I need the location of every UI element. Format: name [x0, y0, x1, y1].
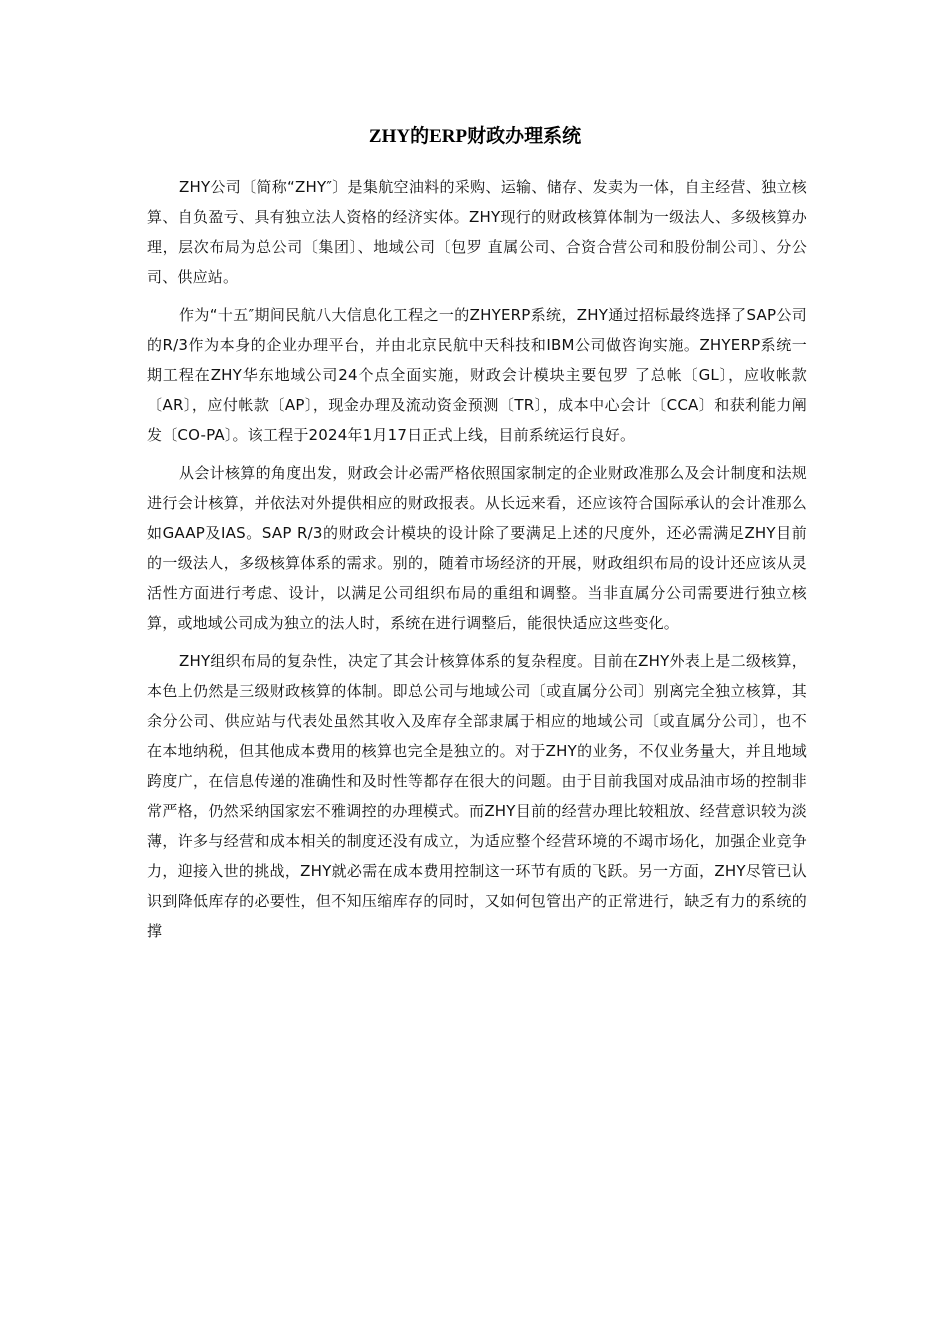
- paragraph-intro: ZHY公司〔简称“ZHY″〕是集航空油料的采购、运输、储存、发卖为一体，自主经营、独立核算、自负盈亏、具有独立法人资格的经济实体。ZHY现行的财政核算体制为一级法人、多级核算办理，层次布局为总公司〔集团〕、地域公司〔包罗 直属公司、合资合营公司和股份制公司〕、分公司、供应站。: [147, 178, 807, 286]
- paragraph-accounting-standards: 从会计核算的角度出发，财政会计必需严格依照国家制定的企业财政准那么及会计制度和法规进行会计核算，并依法对外提供相应的财政报表。从长远来看，还应该符合国际承认的会计准那么如GAAP及IAS。SAP R/3的财政会计模块的设计除了要满足上述的尺度外，还必需满足ZHY目前的一级法人，多级核算体系的需求。别的，随着市场经济的开展，财政组织布局的设计还应该从灵活性方面进行考虑、设计，以满足公司组织布局的重组和调整。当非直属分公司需要进行独立核算，或地域公司成为独立的法人时，系统在进行调整后，能很快适应这些变化。: [147, 464, 807, 632]
- paragraph-erp-project: 作为“十五″期间民航八大信息化工程之一的ZHYERP系统，ZHY通过招标最终选择了SAP公司的R/3作为本身的企业办理平台，并由北京民航中天科技和IBM公司做咨询实施。ZHYERP系统一期工程在ZHY华东地域公司24个点全面实施，财政会计模块主要包罗 了总帐〔GL〕，应收帐款〔AR〕，应付帐款〔AP〕，现金办理及流动资金预测〔TR〕，成本中心会计〔CCA〕和获利能力阐发〔CO-PA〕。该工程于2024年1月17日正式上线，目前系统运行良好。: [147, 306, 807, 444]
- document-title: ZHY的ERP财政办理系统: [368, 126, 582, 147]
- paragraph-organization-complexity: ZHY组织布局的复杂性，决定了其会计核算体系的复杂程度。目前在ZHY外表上是二级核算，本色上仍然是三级财政核算的体制。即总公司与地域公司〔或直属分公司〕别离完全独立核算，其余分公司、供应站与代表处虽然其收入及库存全部隶属于相应的地域公司〔或直属分公司〕，也不在本地纳税，但其他成本费用的核算也完全是独立的。对于ZHY的业务，不仅业务量大，并且地域跨度广，在信息传递的准确性和及时性等都存在很大的问题。由于目前我国对成品油市场的控制非常严格，仍然采纳国家宏不雅调控的办理模式。而ZHY目前的经营办理比较粗放、经营意识较为淡薄，许多与经营和成本相关的制度还没有成立，为适应整个经营环境的不竭市场化，加强企业竞争力，迎接入世的挑战，ZHY就必需在成本费用控制这一环节有质的飞跃。另一方面，ZHY尽管已认识到降低库存的必要性，但不知压缩库存的同时，又如何包管出产的正常进行，缺乏有力的系统的撑: [147, 652, 807, 940]
- document-body: [147, 172, 807, 954]
